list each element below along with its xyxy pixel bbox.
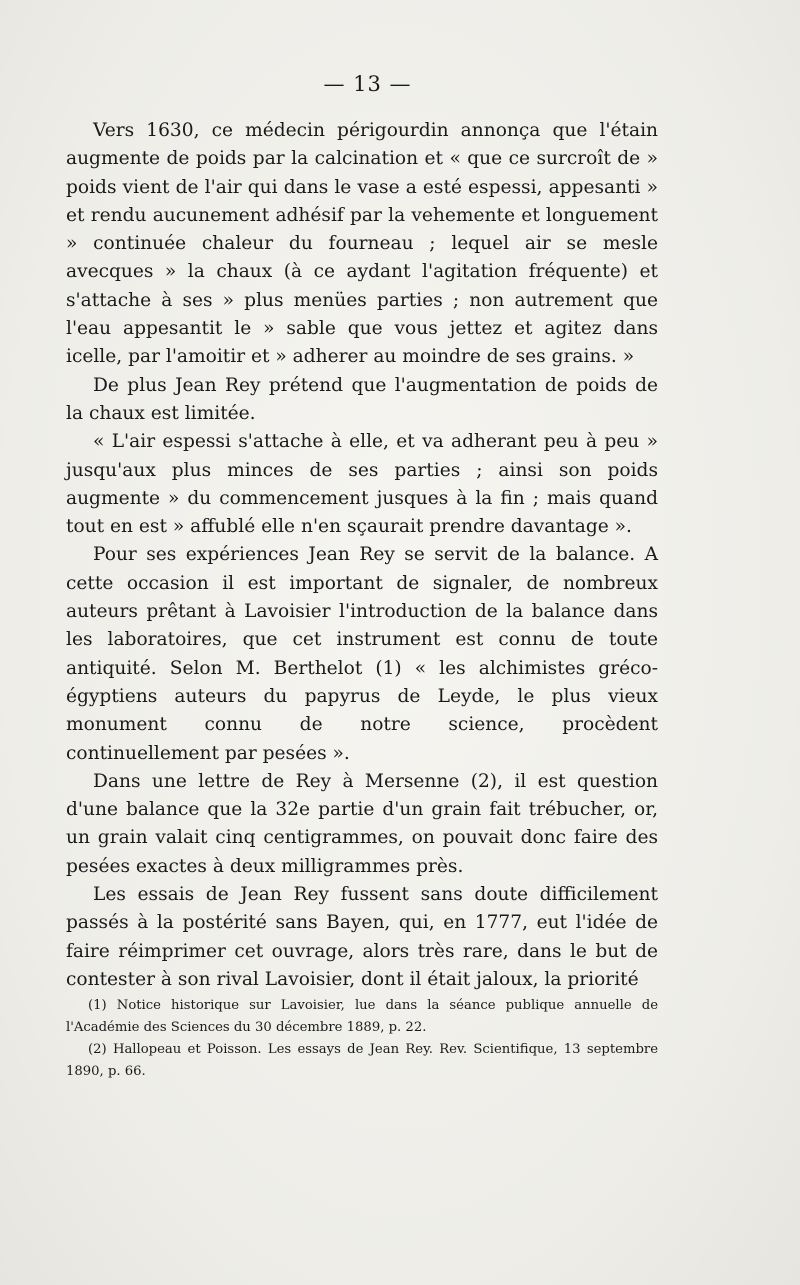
- paragraph: De plus Jean Rey prétend que l'augmentation de poids de la chaux est limitée.: [66, 374, 658, 424]
- main-text: [66, 117, 658, 994]
- page-number: — 13 —: [323, 72, 412, 96]
- footnotes: [66, 995, 658, 1083]
- footnote: (1) Notice historique sur Lavoisier, lue dans la séance publique annuelle de l'Académie des Sciences du 30 décembre 1889, p. 22.: [66, 998, 658, 1035]
- footnote: (2) Hallopeau et Poisson. Les essays de Jean Rey. Rev. Scientifique, 13 septembre 1890, p. 66.: [66, 1042, 658, 1079]
- paragraph: Les essais de Jean Rey fussent sans doute difficilement passés à la postérité sans Bayen, qui, en 1777, eut l'idée de faire réimprimer cet ouvrage, alors très rare, dans le but de contester à son rival Lavoisier, dont il était jaloux, la priorité: [66, 884, 658, 990]
- paragraph: Pour ses expériences Jean Rey se servit de la balance. A cette occasion il est important de signaler, de nombreux auteurs prêtant à Lavoisier l'introduction de la balance dans les laboratoires, que cet instrument est connu de toute antiquité. Selon M. Berthelot (1) « les alchimistes gréco-égyptiens auteurs du papyrus de Leyde, le plus vieux monument connu de notre science, procèdent continuellement par pesées ».: [66, 544, 658, 764]
- paragraph: Dans une lettre de Rey à Mersenne (2), il est question d'une balance que la 32e partie d'un grain fait trébucher, or, un grain valait cinq centigrammes, on pouvait donc faire des pesées exactes à deux milligrammes près.: [66, 770, 658, 877]
- paragraph: « L'air espessi s'attache à elle, et va adherant peu à peu » jusqu'aux plus minces de ses parties ; ainsi son poids augmente » du commencement jusques à la fin ; mais quand tout en est » affublé elle n'en sçaurait prendre davantage ».: [66, 431, 658, 538]
- paragraph: Vers 1630, ce médecin périgourdin annonça que l'étain augmente de poids par la calcination et « que ce surcroît de » poids vient de l'air qui dans le vase a esté espessi, appesanti » et rendu aucunement adhésif par la vehemente et longuement » continuée chaleur du fourneau ; lequel air se mesle avecques » la chaux (à ce aydant l'agitation fréquente) et s'attache à ses » plus menües parties ; non autrement que l'eau appesantit le » sable que vous jettez et agitez dans icelle, par l'amoitir et » adherer au moindre de ses grains. »: [66, 120, 658, 368]
